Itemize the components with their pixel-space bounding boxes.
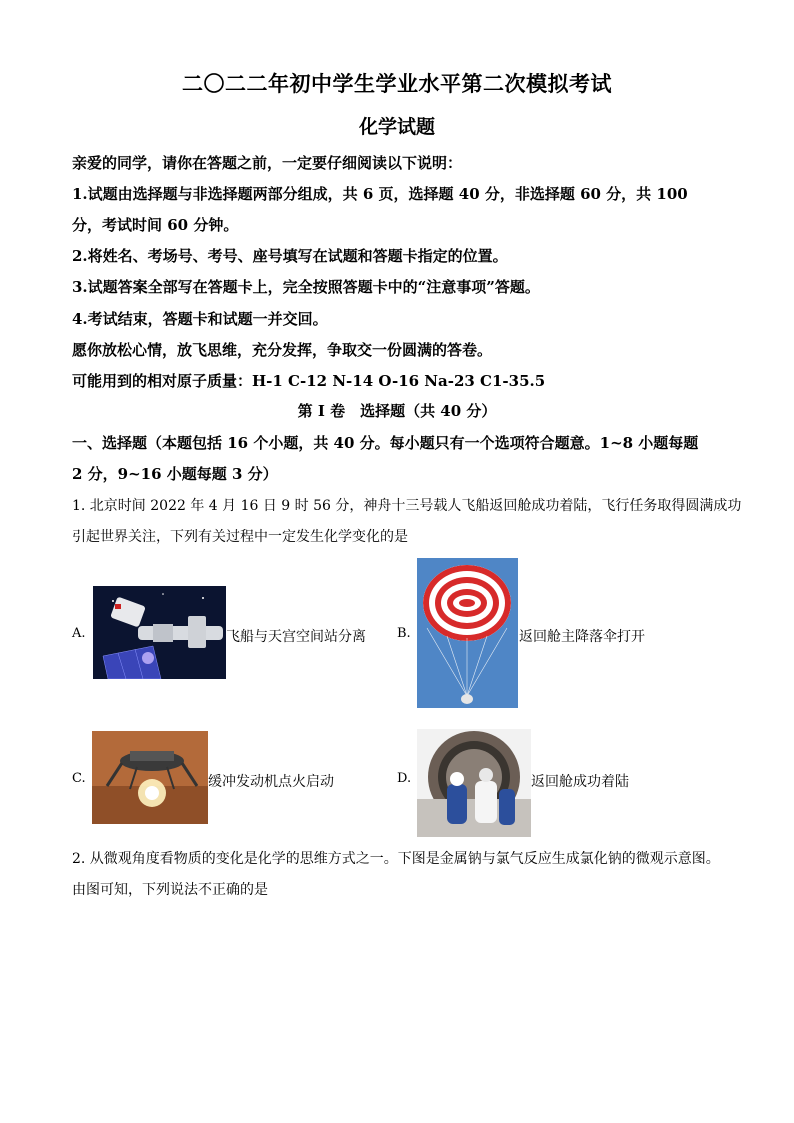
lander-engine-image bbox=[92, 731, 208, 824]
capsule-landing-image bbox=[417, 729, 531, 837]
option-a-letter: A. bbox=[72, 626, 86, 641]
instruction-item-2: 2.将姓名、考场号、考号、座号填写在试题和答题卡指定的位置。 bbox=[72, 247, 508, 265]
option-b-text: 返回舱主降落伞打开 bbox=[519, 629, 645, 645]
instruction-item-3: 3.试题答案全部写在答题卡上，完全按照答题卡中的“注意事项”答题。 bbox=[72, 278, 540, 296]
atomic-mass-note: 可能用到的相对原子质量：H-1 C-12 N-14 O-16 Na-23 C1-35.5 bbox=[72, 372, 546, 390]
page-subtitle: 化学试题 bbox=[358, 116, 435, 138]
question-2-line-2: 由图可知，下列说法不正确的是 bbox=[72, 882, 268, 898]
instruction-item-4: 4.考试结束，答题卡和试题一并交回。 bbox=[72, 310, 328, 328]
section-heading-line-1: 一、选择题（本题包括 16 个小题，共 40 分。每小题只有一个选项符合题意。1~8 小题每题 bbox=[72, 434, 699, 452]
section-title: 第 I 卷 选择题（共 40 分） bbox=[297, 402, 497, 420]
option-b-letter: B. bbox=[397, 626, 411, 641]
instruction-item-1-line-2: 分，考试时间 60 分钟。 bbox=[72, 216, 239, 234]
option-c-text: 缓冲发动机点火启动 bbox=[208, 774, 334, 790]
option-a-text: 飞船与天宫空间站分离 bbox=[226, 629, 366, 645]
question-1-line-1: 1. 北京时间 2022 年 4 月 16 日 9 时 56 分，神舟十三号载人飞船返回舱成功着陆，飞行任务取得圆满成功 bbox=[72, 498, 742, 514]
question-2-line-1: 2. 从微观角度看物质的变化是化学的思维方式之一。下图是金属钠与氯气反应生成氯化钠的微观示意图。 bbox=[72, 851, 720, 867]
option-c-letter: C. bbox=[72, 771, 86, 786]
instruction-item-1-line-1: 1.试题由选择题与非选择题两部分组成，共 6 页，选择题 40 分，非选择题 60 分，共 100 bbox=[72, 185, 688, 203]
instruction-wish: 愿你放松心情，放飞思维，充分发挥，争取交一份圆满的答卷。 bbox=[72, 341, 493, 359]
parachute-image bbox=[417, 558, 518, 708]
section-heading-line-2: 2 分，9~16 小题每题 3 分） bbox=[72, 465, 278, 483]
option-d-letter: D. bbox=[397, 771, 412, 786]
space-station-image bbox=[93, 586, 226, 679]
page-title: 二〇二二年初中学生学业水平第二次模拟考试 bbox=[182, 71, 612, 96]
instructions-intro: 亲爱的同学，请你在答题之前，一定要仔细阅读以下说明： bbox=[72, 154, 463, 172]
option-d-text: 返回舱成功着陆 bbox=[531, 774, 629, 790]
question-1-line-2: 引起世界关注，下列有关过程中一定发生化学变化的是 bbox=[72, 529, 408, 545]
